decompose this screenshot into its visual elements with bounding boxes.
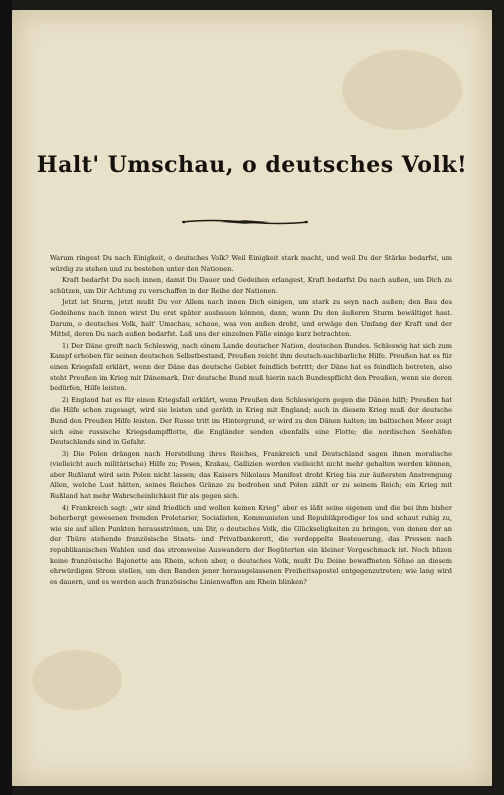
paragraph-intro: Warum ringest Du nach Einigkeit, o deutsches Volk? Weil Einigkeit stark macht, und weil Du der Stärke bedarfst, um würdig zu stehen und zu bestehen unter den Nationen.: [50, 254, 452, 273]
left-border: [0, 0, 12, 795]
paragraph: Kraft bedarfst Du nach innen, damit Du Dauer und Gedeihen erlangest, Kraft bedarfst Du nach außen, um Dich zu schützen, um Dir Achtung zu verschaffen in der Reihe der Nationen.: [50, 276, 452, 295]
paragraph-point-2: 2) England hat es für einen Kriegsfall erklärt, wenn Preußen den Schleswigern gegen die Dänen hilft; Preußen hat die Hilfe schon zugesagt, wird sie leisten und geräth in Krieg mit England; auch in diesem Krieg muß der deutsche Bund den Preußen Hilfe leisten. Der Russe tritt im Hintergrund, er wird zu den Dänen halten; im baltischen Meer zeigt sich eine russische Kriegsdampfflotte, die Engländer senden ebenfalls eine Flotte; die nordischen Seehäfen Deutschlands sind in Gefahr.: [50, 395, 452, 447]
paragraph-point-1: 1) Der Däne greift nach Schleswig, nach einem Lande deutscher Nation, deutschen Bundes. Schleswig hat sich zum Kampf erhoben für seinen deutschen Selbstbestand, Preußen reicht ihm deutsch-nachbarliche Hilfe. Preußen hat es für einen Kriegsfall erklärt, wenn der Däne das deutsche Gebiet feindlich betritt; der Däne hat es feindlich betreten, also steht Preußen im Krieg mit Dänemark. Der deutsche Bund muß hierin nach Bundespflicht den Preußen, wenn sie deren bedürfen, Hilfe leisten.: [50, 341, 452, 393]
ornamental-rule-icon: [180, 218, 310, 226]
paragraph: Jetzt ist Sturm, jetzt mußt Du vor Allem nach innen Dich einigen, um stark zu seyn nach außen; den Bau des Gedeihens nach innen wirst Du erst später ausbauen können, dann, wann Du den äußeren Sturm bewältiget hast. Darum, o deutsches Volk, halt' Umschau, schaue, was von außen droht, und erwäge den Umfang der Kraft und der Mittel, deren Du nach außen bedarfst. Laß uns der einzelnen Fälle einige kurz betrachten.: [50, 298, 452, 339]
paragraph-point-4: 4) Frankreich sagt: „wir sind friedlich und wollen keinen Krieg“ aber es läßt seine eigenen und die bei ihm bisher beherbergt gewesenen fremden Proletarier, Socialisten, Kommunisten und Republikprediger los und schaut ruhig zu, wie sie auf allen Punkten herausströmen, um Dir, o deutsches Volk, die Glückseligkeiten zu bringen, von denen der an der Thüre stehende französische Staats- und Privatbankerott, die verdoppelte Besteuerung, das Pressen nach republikanischen Wahlen und das stromweise Auswandern der Begüterten ein kleiner Vorgeschmack ist. Noch blizen keine französische Bajonette am Rhein, schon aber, o deutsches Volk, mußt Du Deine bewaffneten Söhne an diesem ehrwürdigen Strom stellen, um den Banden jener herausgelassenen Freiheitsapostel entgegenzutreten; wie lang wird es dauern, und es werden auch französische Linienwaffen am Rhein blinken?: [50, 503, 452, 586]
page-title: Halt' Umschau, o deutsches Volk!: [36, 152, 468, 178]
paper-stain: [342, 50, 462, 130]
paper-stain: [32, 650, 122, 710]
paragraph-point-3: 3) Die Polen drängen nach Herstellung ihres Reiches, Frankreich und Deutschland sagen ihnen moralische (vielleicht auch militärische) Hilfe zu; Posen, Krakau, Gallizien werden vielleicht nicht mehr gehalten werden können, aber Rußland wird sein Polen nicht lassen; das Kaisers Nikolaus Manifest droht Krieg bis zur äußersten Anstrengung Allen, welche Lust hätten, seines Reiches Gränze zu bedrohen und Polen zählt er zu seinem Reich; ein Krieg mit Rußland hat mehr Wahrscheinlichkeit für als gegen sich.: [50, 449, 452, 501]
document-body: [50, 253, 452, 588]
